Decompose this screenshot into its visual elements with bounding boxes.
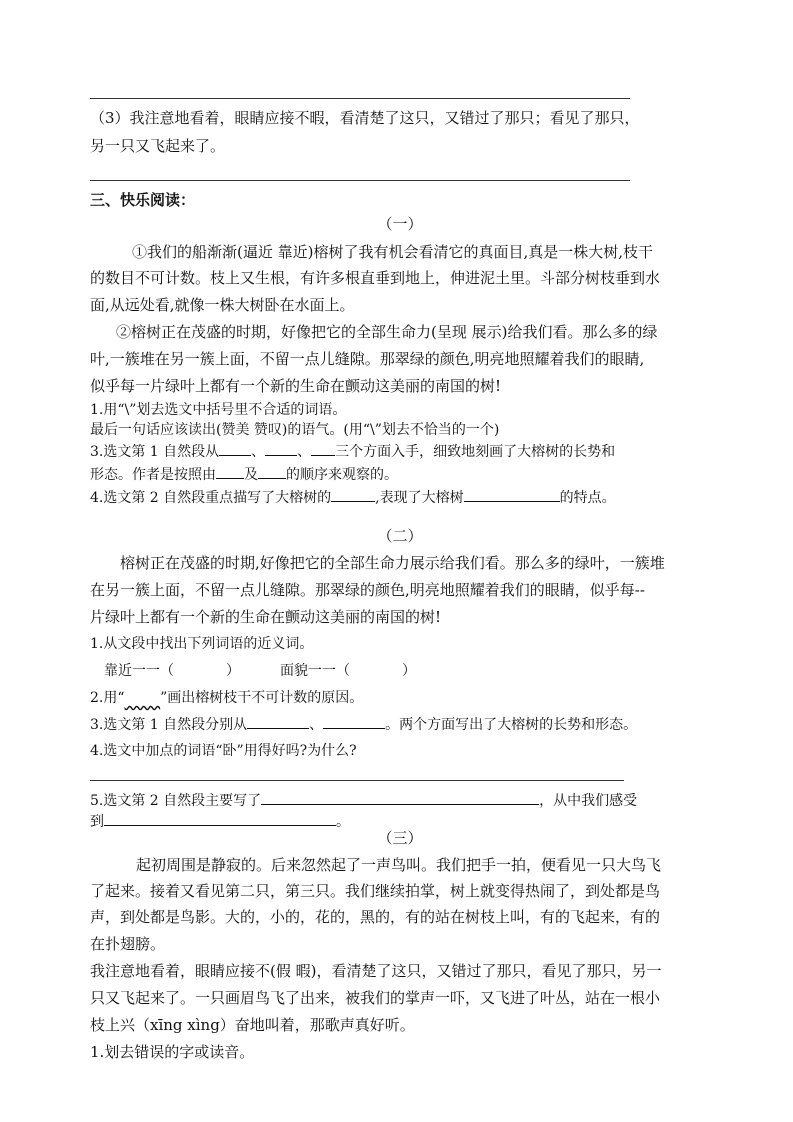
passage-3-para-2-line-3: 枝上兴（xīng xìng）奋地叫着，那歌声真好听。 xyxy=(90,1016,415,1034)
passage-3-label: （三） xyxy=(377,829,423,847)
p2-question-5: 5.选文第 2 自然段主要写了 ，从中我们感受 xyxy=(90,787,710,815)
passage-1-para-2-line-1: ②榕树正在茂盛的时期，好像把它的全部生命力(呈现 展示)给我们看。那么多的绿 xyxy=(116,323,658,341)
answer-blank[interactable] xyxy=(311,439,335,456)
answer-blank[interactable] xyxy=(219,439,251,456)
passage-3-para-1-line-2: 了起来。接着又看见第二只，第三只。我们继续拍掌，树上就变得热闹了，到处都是鸟 xyxy=(90,882,661,900)
answer-line xyxy=(90,180,630,181)
answer-line xyxy=(90,98,630,99)
passage-1-para-1-line-2: 的数目不可计数。枝上又生根，有许多根直垂到地上，伸进泥土里。斗部分树枝垂到水 xyxy=(90,269,661,287)
p2-question-4: 4.选文中加点的词语“卧”用得好吗?为什么? xyxy=(90,743,357,759)
item-3-line-2: 另一只又飞起来了。 xyxy=(90,137,226,155)
passage-1-para-2-line-3: 似乎每一片绿叶上都有一个新的生命在颤动这美丽的南国的树! xyxy=(90,377,502,395)
p1-question-3-cont: 形态。作者是按照由 及 的顺序来观察的。 xyxy=(90,462,710,487)
passage-3-para-1-line-3: 声，到处都是鸟影。大的，小的，花的，黑的，有的站在树枝上叫，有的飞起来，有的 xyxy=(90,908,661,926)
answer-blank[interactable] xyxy=(258,462,286,479)
p1-question-4: 4.选文第 2 自然段重点描写了大榕树的 ,表现了大榕树 的特点。 xyxy=(90,485,710,510)
p2-question-1: 1.从文段中找出下列词语的近义词。 xyxy=(90,636,314,652)
answer-blank[interactable] xyxy=(265,439,297,456)
passage-3-para-1-line-4: 在扑翅膀。 xyxy=(90,935,166,953)
passage-1-para-2-line-2: 叶,一簇堆在另一簇上面，不留一点儿缝隙。那翠绿的颜色,明亮地照耀着我们的眼睛, xyxy=(90,350,645,368)
answer-blank[interactable] xyxy=(261,788,539,805)
p1-question-3: 3.选文第 1 自然段从 、 、 三个方面入手，细致地刻画了大榕树的长势和 xyxy=(90,439,710,464)
p2-question-5-cont: 到 。 xyxy=(90,808,710,836)
passage-2-line-1: 榕树正在茂盛的时期,好像把它的全部生命力展示给我们看。那么多的绿叶，一簇堆 xyxy=(120,554,665,572)
p2-question-2: 2.用“ ”画出榕树枝干不可计数的原因。 xyxy=(90,690,364,706)
p3-question-1: 1.划去错误的字或读音。 xyxy=(90,1043,255,1061)
section-heading: 三、快乐阅读： xyxy=(90,191,196,209)
answer-blank[interactable] xyxy=(464,485,560,502)
synonym-item-2: 面貌一一（ xyxy=(280,663,350,679)
passage-3-para-1-line-1: 起初周围是静寂的。后来忽然起了一声鸟叫。我们把手一拍，便看见一只大鸟飞 xyxy=(136,856,662,874)
answer-blank[interactable] xyxy=(323,712,385,729)
synonym-item-1: 靠近一一（ xyxy=(104,663,174,679)
passage-2-line-2: 在另一簇上面，不留一点儿缝隙。那翠绿的颜色,明亮地照耀着我们的眼睛，似乎每-- xyxy=(90,581,645,599)
passage-3-para-2-line-1: 我注意地看着，眼睛应接不(假 暇)，看清楚了这只，又错过了那只，看见了那只，另一 xyxy=(90,962,662,980)
passage-1-para-1-line-3: 面,从远处看,就像一株大树卧在水面上。 xyxy=(90,296,355,314)
passage-1-label: （一） xyxy=(377,215,423,233)
answer-blank[interactable] xyxy=(247,712,309,729)
answer-blank[interactable] xyxy=(331,485,375,502)
passage-2-line-3: 片绿叶上都有一个新的生命在颤动这美丽的南国的树! xyxy=(90,608,442,626)
p2-word-pairs: 靠近一一（ ） 面貌一一（ ） xyxy=(104,663,416,679)
wavy-line-symbol xyxy=(125,690,161,706)
passage-1-para-1-line-1: ①我们的船渐渐(逼近 靠近)榕树了我有机会看清它的真面目,真是一株大树,枝干 xyxy=(132,243,654,261)
p1-question-2: 最后一句话应该读出(赞美 赞叹)的语气。(用“\”划去不恰当的一个) xyxy=(90,422,500,438)
p1-question-1: 1.用“\”划去选文中括号里不合适的词语。 xyxy=(90,402,347,418)
answer-line[interactable] xyxy=(90,780,624,781)
p2-question-3: 3.选文第 1 自然段分别从 、 。两个方面写出了大榕树的长势和形态。 xyxy=(90,711,710,739)
item-3-line-1: （3）我注意地看着，眼睛应接不暇，看清楚了这只，又错过了那只；看见了那只， xyxy=(90,109,640,127)
passage-3-para-2-line-2: 只又飞起来了。一只画眉鸟飞了出来，被我们的掌声一吓，又飞进了叶丛，站在一根小 xyxy=(90,989,661,1007)
answer-blank[interactable] xyxy=(216,462,244,479)
passage-2-label: （二） xyxy=(377,527,423,545)
